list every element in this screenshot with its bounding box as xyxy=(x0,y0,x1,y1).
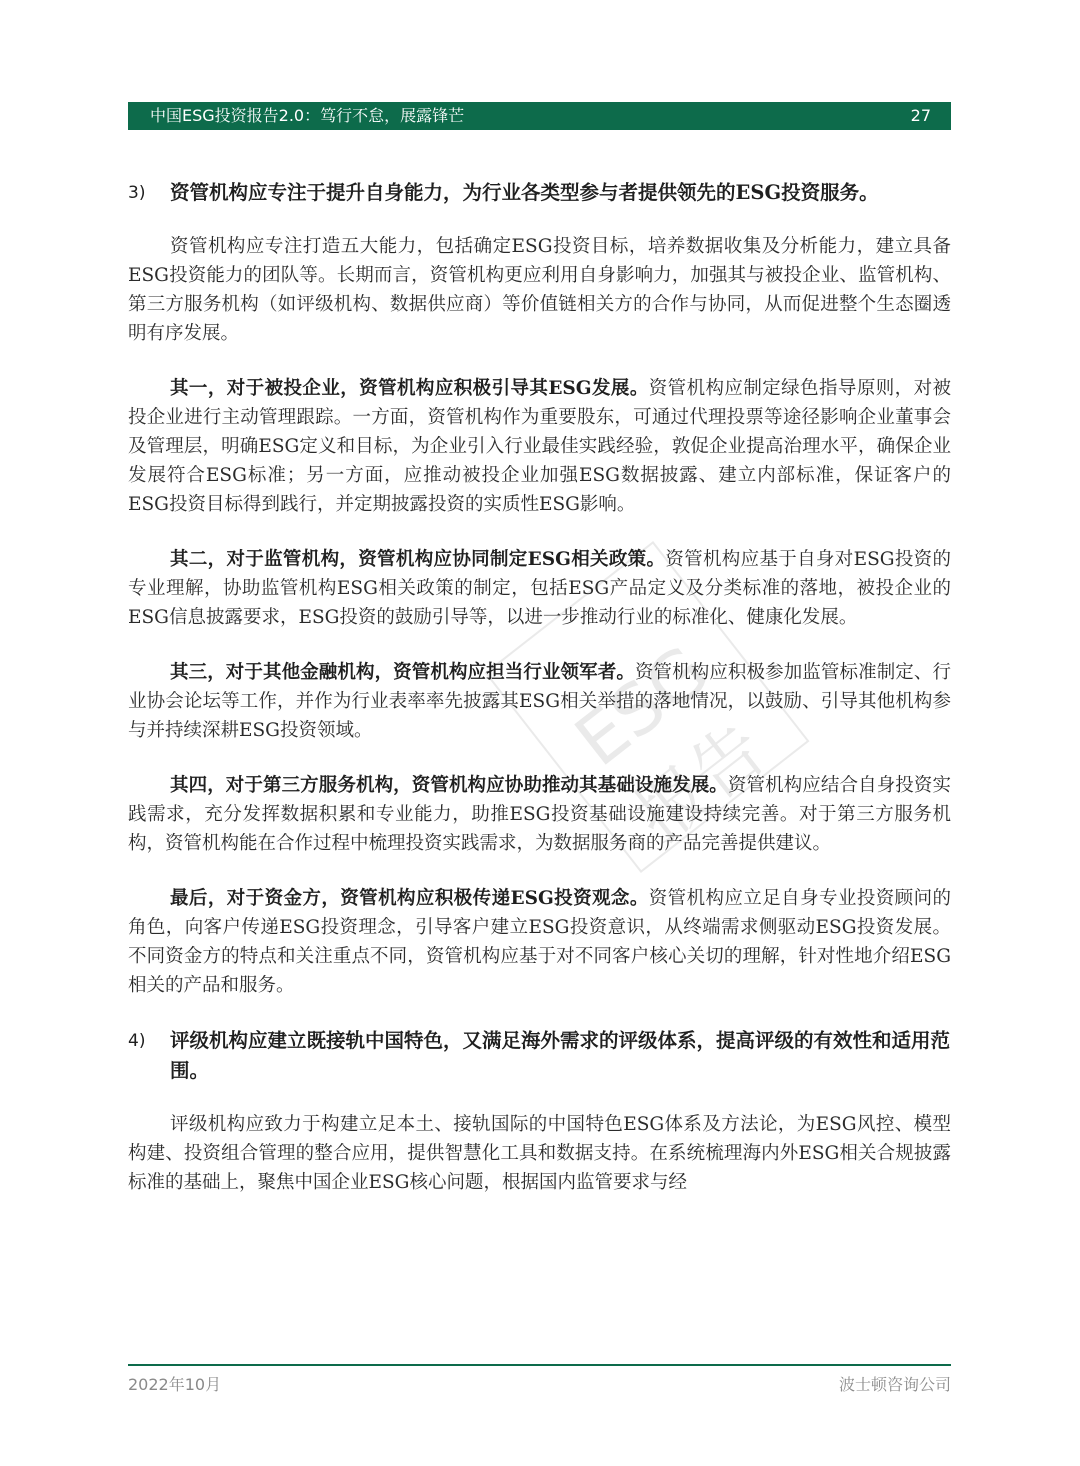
point-lead: 其三，对于其他金融机构，资管机构应担当行业领军者。 xyxy=(170,662,635,683)
footer-date: 2022年10月 xyxy=(128,1375,222,1394)
main-content xyxy=(128,178,951,1223)
section-number: 3) xyxy=(128,183,146,203)
point-lead: 最后，对于资金方，资管机构应积极传递ESG投资观念。 xyxy=(170,888,649,909)
section-3-intro: 资管机构应专注打造五大能力，包括确定ESG投资目标，培养数据收集及分析能力，建立具备ESG投资能力的团队等。长期而言，资管机构更应利用自身影响力，加强其与被投企业、监管机构、第三方服务机构（如评级机构、数据供应商）等价值链相关方的合作与协同，从而促进整个生态圈透明有序发展。 xyxy=(128,236,951,344)
point-body: 资管机构应立足自身专业投资顾问的角色，向客户传递ESG投资理念，引导客户建立ESG投资意识，从终端需求侧驱动ESG投资发展。不同资金方的特点和关注重点不同，资管机构应基于对不同客户核心关切的理解，针对性地介绍ESG相关的产品和服务。 xyxy=(128,888,951,996)
point-body: 资管机构应基于自身对ESG投资的专业理解，协助监管机构ESG相关政策的制定，包括ESG产品定义及分类标准的落地，被投企业的ESG信息披露要求，ESG投资的鼓励引导等，以进一步推动行业的标准化、健康化发展。 xyxy=(128,549,951,628)
footer-divider xyxy=(128,1364,951,1366)
point-lead: 其一，对于被投企业，资管机构应积极引导其ESG发展。 xyxy=(170,378,649,399)
section-heading-text: 资管机构应专注于提升自身能力，为行业各类型参与者提供领先的ESG投资服务。 xyxy=(170,181,879,204)
section-number: 4) xyxy=(128,1031,146,1051)
section-4-heading xyxy=(128,1026,951,1086)
point-paragraph xyxy=(128,884,951,1000)
point-lead: 其四，对于第三方服务机构，资管机构应协助推动其基础设施发展。 xyxy=(170,775,728,796)
point-paragraph xyxy=(128,545,951,632)
point-lead: 其二，对于监管机构，资管机构应协同制定ESG相关政策。 xyxy=(170,549,666,570)
point-paragraph xyxy=(128,374,951,519)
section-4-intro: 评级机构应致力于构建立足本土、接轨国际的中国特色ESG体系及方法论，为ESG风控、模型构建、投资组合管理的整合应用，提供智慧化工具和数据支持。在系统梳理海内外ESG相关合规披露标准的基础上，聚焦中国企业ESG核心问题，根据国内监管要求与经 xyxy=(128,1114,951,1193)
point-paragraph xyxy=(128,658,951,745)
point-body: 资管机构应制定绿色指导原则，对被投企业进行主动管理跟踪。一方面，资管机构作为重要股东，可通过代理投票等途径影响企业董事会及管理层，明确ESG定义和目标，为企业引入行业最佳实践经验，敦促企业提高治理水平，确保企业发展符合ESG标准；另一方面，应推动被投企业加强ESG数据披露、建立内部标准，保证客户的ESG投资目标得到践行，并定期披露投资的实质性ESG影响。 xyxy=(128,378,951,515)
section-heading-text: 评级机构应建立既接轨中国特色，又满足海外需求的评级体系，提高评级的有效性和适用范围。 xyxy=(170,1029,951,1082)
footer-company: 波士顿咨询公司 xyxy=(838,1375,951,1394)
point-paragraph xyxy=(128,771,951,858)
header-bar xyxy=(128,102,951,130)
report-title: 中国ESG投资报告2.0：笃行不怠，展露锋芒 xyxy=(150,106,465,125)
section-3-heading xyxy=(128,178,951,208)
page-number: 27 xyxy=(910,106,931,125)
point-body: 资管机构应结合自身投资实践需求，充分发挥数据积累和专业能力，助推ESG投资基础设施建设持续完善。对于第三方服务机构，资管机构能在合作过程中梳理投资实践需求，为数据服务商的产品完善提供建议。 xyxy=(128,775,951,854)
point-body: 资管机构应积极参加监管标准制定、行业协会论坛等工作，并作为行业表率率先披露其ESG相关举措的落地情况，以鼓励、引导其他机构参与并持续深耕ESG投资领域。 xyxy=(128,662,951,741)
watermark-text: ESG报告 xyxy=(560,629,781,859)
